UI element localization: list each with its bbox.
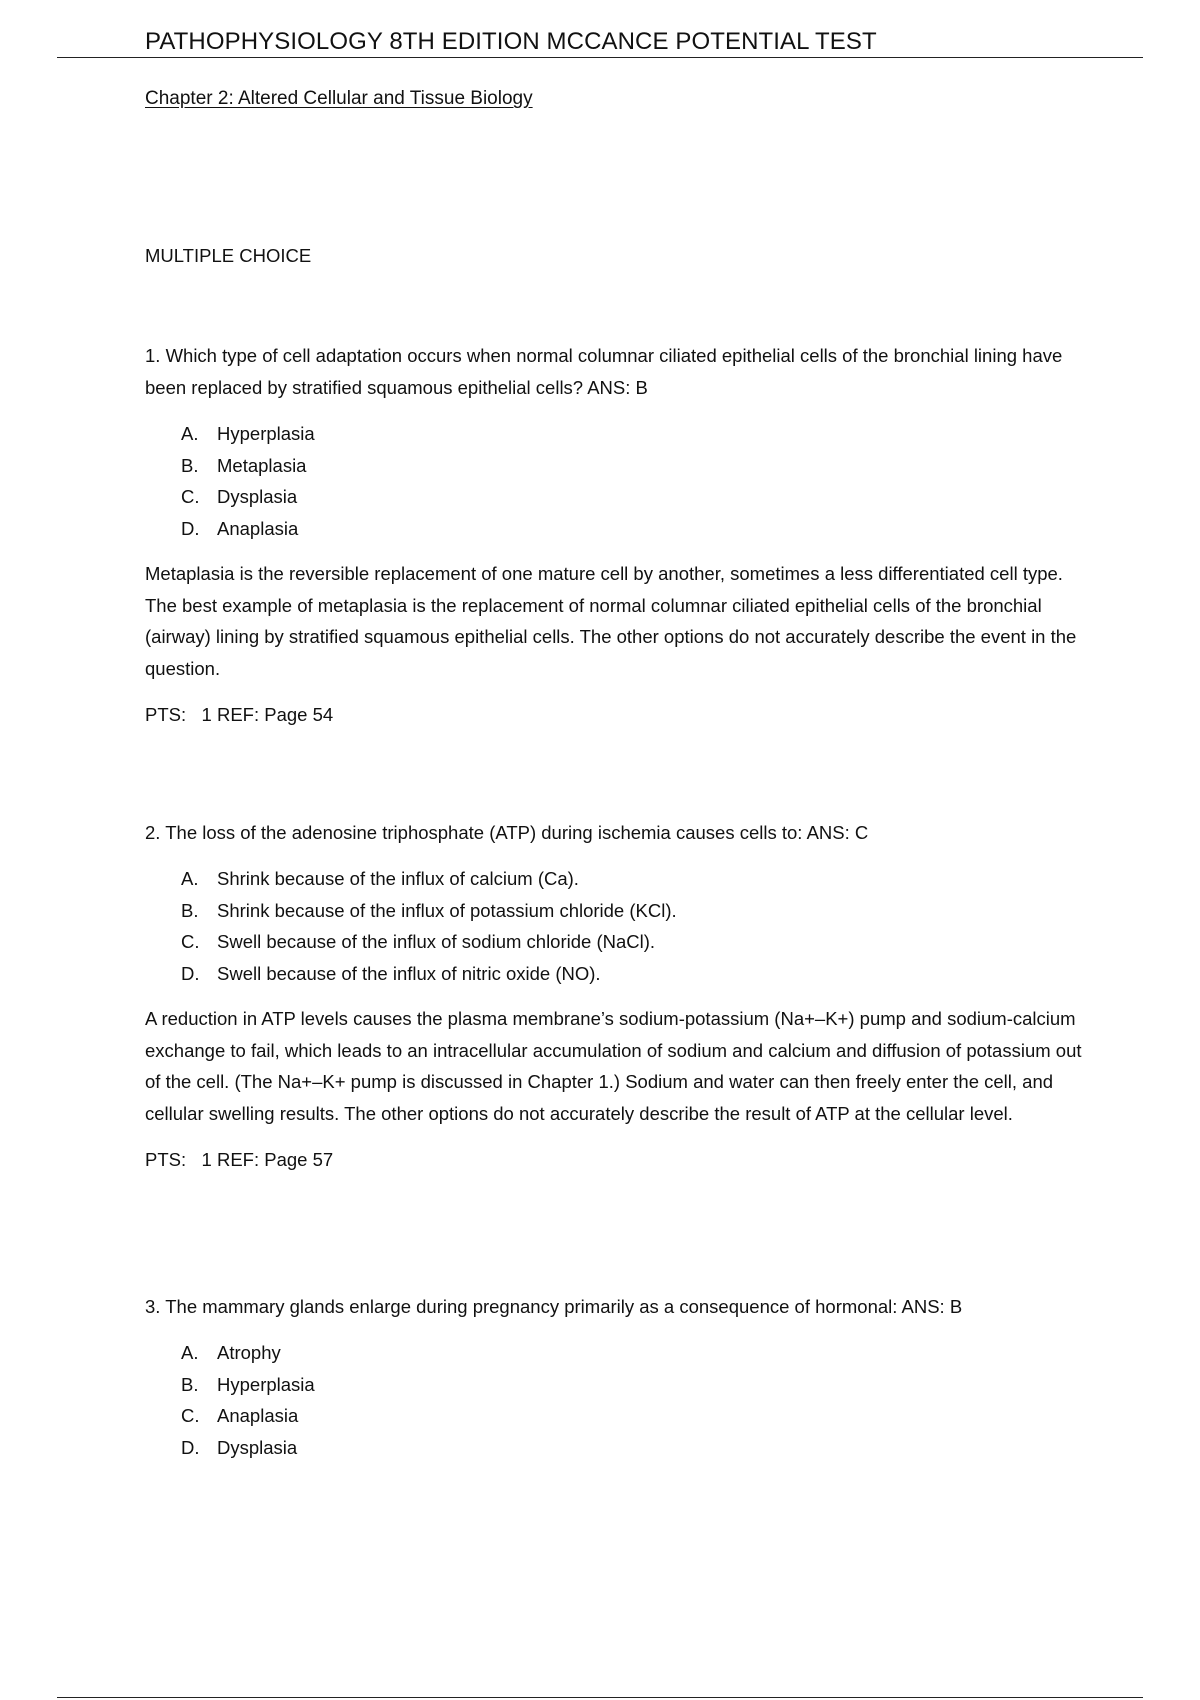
answer-option [181, 895, 1085, 927]
answer-option [181, 513, 1085, 545]
option-text: Hyperplasia [217, 1373, 315, 1395]
option-text: Dysplasia [217, 486, 298, 507]
document-header-title: PATHOPHYSIOLOGY 8TH EDITION MCCANCE POTENTIAL TEST [145, 28, 877, 55]
header-divider [57, 57, 1143, 58]
question-stem: 3. The mammary glands enlarge during pregnancy primarily as a consequence of hormonal: ANS: B [145, 1296, 963, 1317]
answer-option [181, 1369, 1085, 1401]
option-letter: C. [181, 931, 200, 952]
option-text: Anaplasia [217, 517, 299, 539]
question-3 [145, 1291, 1085, 1463]
option-letter: A. [181, 1342, 199, 1363]
answer-option [181, 1432, 1085, 1464]
answer-option [181, 481, 1085, 513]
question-1 [145, 340, 1085, 730]
option-letter: B. [181, 1373, 199, 1395]
answer-option [181, 418, 1085, 450]
option-letter: A. [181, 868, 199, 889]
option-text: Hyperplasia [217, 423, 315, 444]
answer-options [181, 1337, 1085, 1463]
option-text: Swell because of the influx of sodium chloride (NaCl). [217, 931, 656, 952]
question-stem: 2. The loss of the adenosine triphosphate (ATP) during ischemia causes cells to: ANS: C [145, 822, 869, 843]
answer-option [181, 450, 1085, 482]
option-letter: D. [181, 1436, 200, 1458]
option-letter: B. [181, 899, 199, 921]
option-letter: B. [181, 454, 199, 476]
answer-option [181, 863, 1085, 895]
option-letter: C. [181, 1405, 200, 1426]
option-letter: A. [181, 423, 199, 444]
chapter-title: Chapter 2: Altered Cellular and Tissue Biology [145, 88, 533, 109]
answer-option [181, 958, 1085, 990]
option-text: Shrink because of the influx of potassium chloride (KCl). [217, 899, 677, 921]
answer-option [181, 1337, 1085, 1369]
question-2 [145, 817, 1085, 1175]
answer-rationale: A reduction in ATP levels causes the plasma membrane’s sodium-potassium (Na+–K+) pump and sodium-calcium exchange to fail, which leads to an intracellular accumulation of sodium and calcium and diffusion of potassium out of the cell. (The Na+–K+ pump is discussed in Chapter 1.) Sodium and water can then freely enter the cell, and cellular swelling results. The other options do not accurately describe the result of ATP at the cellular level. [145, 1008, 1082, 1124]
answer-options [181, 863, 1085, 989]
answer-option [181, 1400, 1085, 1432]
option-text: Shrink because of the influx of calcium (Ca). [217, 868, 579, 889]
option-text: Anaplasia [217, 1405, 299, 1426]
option-text: Metaplasia [217, 454, 307, 476]
option-text: Atrophy [217, 1342, 281, 1363]
option-letter: D. [181, 962, 200, 984]
points-reference: PTS: 1 REF: Page 57 [145, 1149, 334, 1170]
question-stem: 1. Which type of cell adaptation occurs when normal columnar ciliated epithelial cells of the bronchial lining have been replaced by stratified squamous epithelial cells? ANS: B [145, 345, 1063, 398]
points-reference: PTS: 1 REF: Page 54 [145, 704, 334, 725]
answer-option [181, 926, 1085, 958]
option-text: Dysplasia [217, 1436, 298, 1458]
option-text: Swell because of the influx of nitric oxide (NO). [217, 962, 601, 984]
option-letter: C. [181, 486, 200, 507]
answer-rationale: Metaplasia is the reversible replacement of one mature cell by another, sometimes a less differentiated cell type. The best example of metaplasia is the replacement of normal columnar ciliated epithelial cells of the bronchial (airway) lining by stratified squamous epithelial cells. The other options do not accurately describe the event in the question. [145, 563, 1077, 679]
option-letter: D. [181, 517, 200, 539]
footer-divider [57, 1697, 1143, 1698]
answer-options [181, 418, 1085, 544]
section-heading: MULTIPLE CHOICE [145, 245, 312, 266]
